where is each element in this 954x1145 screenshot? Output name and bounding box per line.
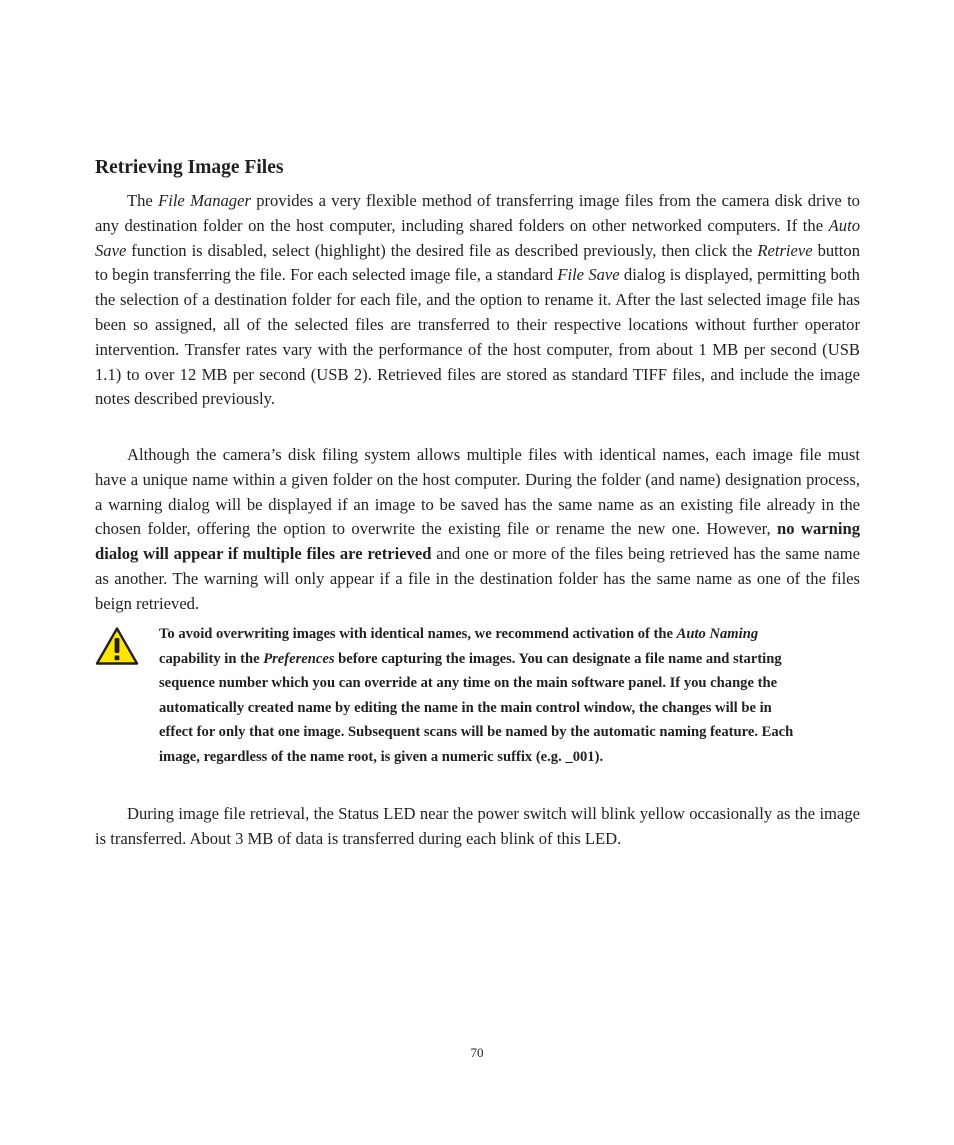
text-run: before capturing the images. You can designate a file name and starting sequence number which you can override at any time on the main software panel. If you change the automatically created name by editing the name in the main control window, the changes will be in effect for only that one image. Subsequent scans will be named by the automatic naming feature. Each image, regardless of the name root, is given a numeric suffix (e.g. _001). [159,650,794,765]
italic-term-file-manager: File Manager [158,191,251,210]
text-run: To avoid overwriting images with identical names, we recommend activation of the [159,626,677,642]
bold-warning-phrase: no warning dialog will appear if multiple files are retrieved [95,519,860,564]
italic-term-preferences: Preferences [263,650,335,667]
paragraph-text [95,189,860,412]
text-run: The [127,191,159,210]
text-run: Although the camera’s disk filing system allows multiple files with identical names, each image file must have a unique name within a given folder on the host computer. During the folder (and name) designation process, a warning dialog will be displayed if an image to be saved has the same name as an existing file already in the chosen folder, offering the option to overwrite the existing file or rename the new one. However, [95,445,860,539]
paragraph-identical-names [95,443,860,617]
paragraph-file-manager [95,189,860,412]
italic-term-retrieve: Retrieve [757,240,813,260]
italic-term-auto-save: Auto Save [95,215,860,260]
paragraph-text: During image file retrieval, the Status LED near the power switch will blink yellow occasionally as the image is transferred. About 3 MB of data is transferred during each blink of this LED. [95,804,860,848]
text-run: provides a very flexible method of transferring image files from the camera disk drive to any destination folder on the host computer, including shared folders on other networked computers. If the [95,191,860,235]
text-run: and one or more of the files being retrieved has the same name as another. The warning will only appear if a file in the destination folder has the same name as one of the files beign retrieved. [95,544,861,613]
paragraph-text [95,443,860,617]
warning-triangle-icon [95,626,139,666]
text-run: dialog is displayed, permitting both the selection of a destination folder for each file, and the option to rename it. After the last selected image file has been so assigned, all of the selected files are transferred to their respective locations without further operator intervention. Transfer rates vary with the performance of the host computer, from about 1 MB per second (USB 1.1) to over 12 MB per second (USB 2). Retrieved files are stored as standard TIFF files, and include the image notes described previously. [95,265,860,409]
text-run: function is disabled, select (highlight) the desired file as described previously, then click the [126,240,758,260]
text-run: button to begin transferring the file. For each selected image file, a standard [95,240,860,285]
text-run: capability in the [159,650,264,667]
italic-term-file-save: File Save [557,265,620,285]
warning-note [159,622,795,770]
page-number: 70 [470,1045,484,1060]
section-heading: Retrieving Image Files [95,157,284,178]
italic-term-auto-naming: Auto Naming [676,626,759,642]
paragraph-status-led [95,802,860,852]
